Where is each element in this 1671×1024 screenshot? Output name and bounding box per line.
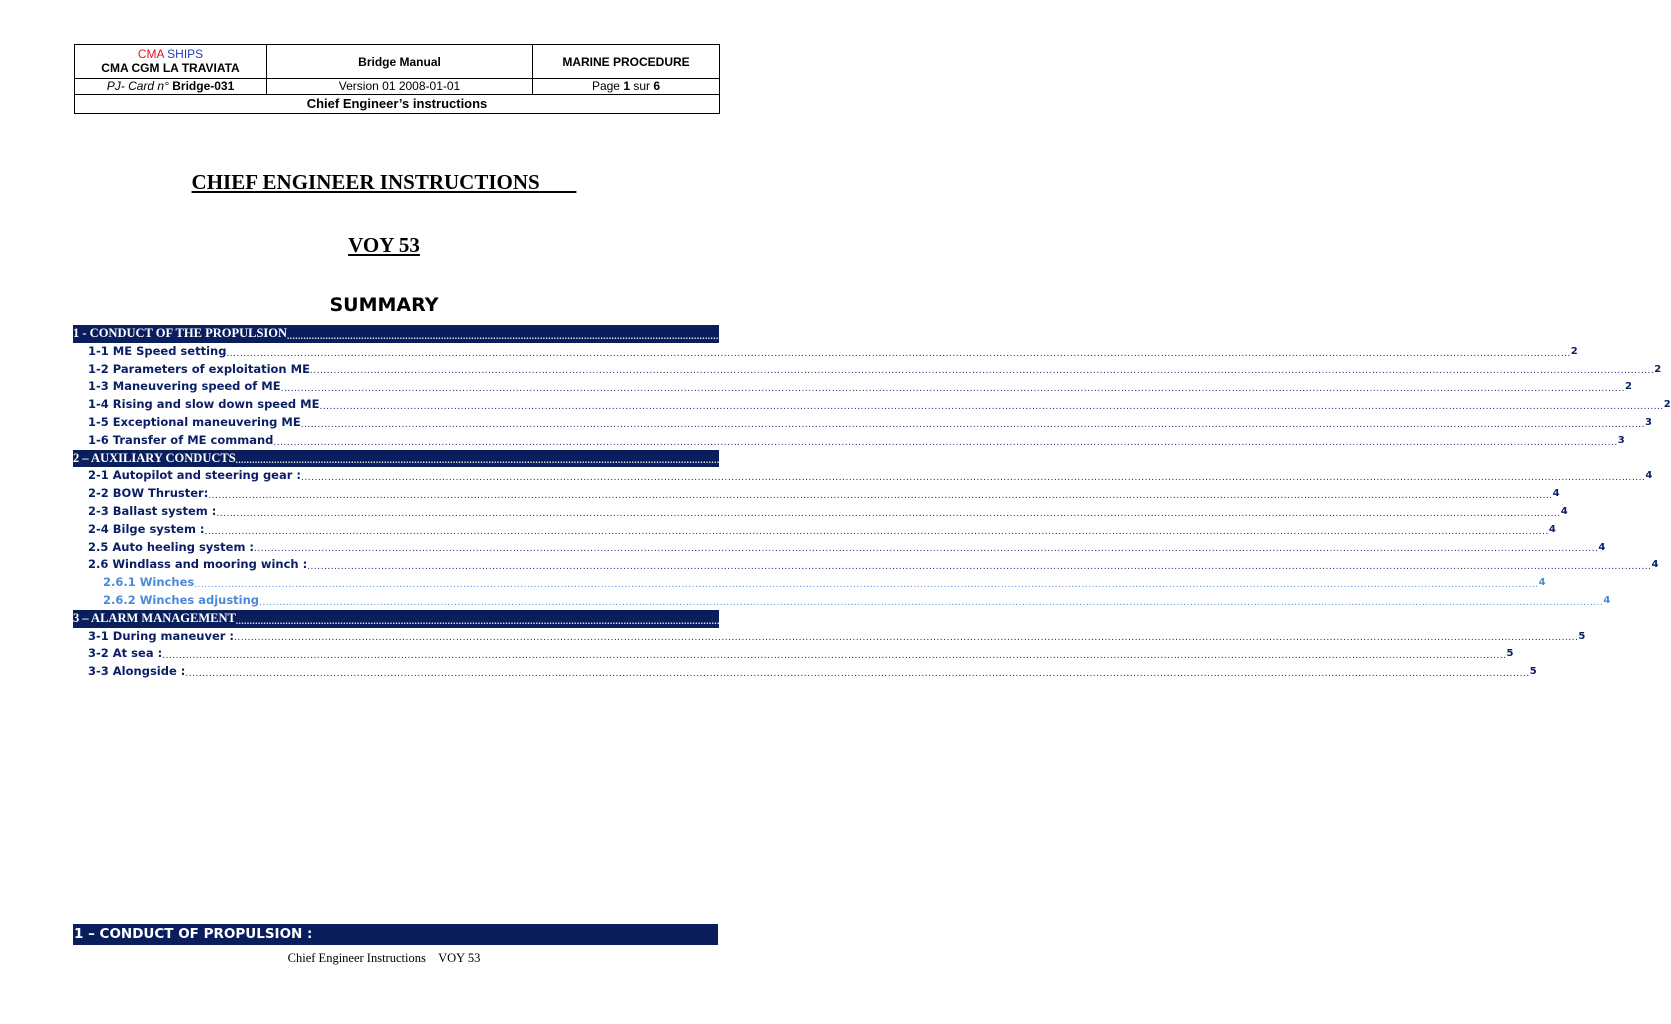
toc-entry-link[interactable] — [73, 467, 1653, 485]
toc-entry-page: 5 — [1506, 648, 1514, 660]
document-header-table — [74, 44, 720, 114]
toc-entry-label: 2-1 Autopilot and steering gear : — [88, 468, 302, 483]
toc-entry-page: 5 — [1578, 630, 1586, 642]
toc-entry-page: 4 — [1598, 541, 1606, 553]
toc-entry-page: 4 — [1538, 577, 1546, 589]
toc-leader-dots: ................................................................................................................................................................................................................................................................................................................................................................................................................ — [194, 579, 1539, 590]
toc-entry-label: 3 – ALARM MANAGEMENT — [73, 610, 236, 625]
toc-leader-dots: ................................................................................................................................................................................................................................................................................................................................................................................................................ — [307, 562, 1652, 573]
voyage-title — [0, 233, 768, 258]
toc-leader-dots: ................................................................................................................................................................................................................................................................................................................................................................................................................ — [235, 455, 1336, 466]
toc-entry-page: 2 — [1654, 363, 1662, 375]
toc-entry-label: 1-4 Rising and slow down speed ME — [88, 397, 320, 412]
toc-entry-page: 5 — [1335, 610, 1343, 625]
toc-leader-dots: ................................................................................................................................................................................................................................................................................................................................................................................................................ — [204, 526, 1549, 537]
toc-leader-dots: ................................................................................................................................................................................................................................................................................................................................................................................................................ — [309, 366, 1655, 377]
toc-leader-dots: ................................................................................................................................................................................................................................................................................................................................................................................................................ — [259, 597, 1604, 608]
page-total: 6 — [653, 79, 661, 93]
toc-entry-label: 1-6 Transfer of ME command — [88, 432, 274, 447]
toc-entry-label: 2-2 BOW Thruster: — [88, 486, 209, 501]
toc-entry-page: 4 — [1560, 505, 1568, 517]
page-counter — [533, 79, 719, 94]
toc-leader-dots: ................................................................................................................................................................................................................................................................................................................................................................................................................ — [208, 490, 1553, 501]
toc-entry-link[interactable] — [73, 556, 1659, 574]
toc-entry-page: 2 — [1387, 326, 1394, 340]
toc-entry-link[interactable] — [73, 432, 1625, 450]
toc-entry-link[interactable] — [73, 521, 1556, 539]
section-heading: 1 – CONDUCT OF PROPULSION : — [74, 926, 313, 942]
page-label: Page — [591, 79, 620, 93]
toc-entry-link[interactable] — [73, 396, 1671, 414]
table-of-contents — [73, 325, 1671, 681]
toc-entry-link[interactable] — [73, 361, 1662, 379]
toc-entry-link[interactable] — [73, 378, 1632, 396]
ship-name: CMA CGM LA TRAVIATA — [101, 61, 240, 75]
toc-leader-dots: ................................................................................................................................................................................................................................................................................................................................................................................................................ — [226, 348, 1571, 359]
toc-entry-link[interactable] — [73, 628, 1586, 646]
toc-entry-label: 3-2 At sea : — [88, 646, 163, 661]
toc-entry-page: 2 — [1570, 345, 1578, 357]
toc-entry-label: 2-3 Ballast system : — [88, 503, 217, 518]
toc-entry-label: 2.6 Windlass and mooring winch : — [88, 557, 308, 572]
toc-entry-link[interactable] — [73, 503, 1568, 521]
card-prefix: PJ- Card n° — [106, 79, 169, 93]
toc-leader-dots: ................................................................................................................................................................................................................................................................................................................................................................................................................ — [254, 544, 1599, 555]
toc-entry-link[interactable] — [73, 574, 1546, 592]
brand-ships: SHIPS — [167, 47, 204, 61]
section-heading-bar — [73, 924, 718, 945]
toc-entry-page: 5 — [1529, 666, 1537, 678]
toc-entry-label: 2.5 Auto heeling system : — [88, 539, 255, 554]
toc-entry-page: 3 — [1645, 416, 1652, 428]
toc-leader-dots: ................................................................................................................................................................................................................................................................................................................................................................................................................ — [287, 330, 1388, 341]
toc-entry-link[interactable] — [73, 485, 1560, 503]
page-footer — [0, 951, 768, 966]
toc-entry-link[interactable] — [73, 539, 1606, 557]
toc-entry-page: 4 — [1335, 450, 1342, 465]
toc-section-link[interactable] — [73, 610, 1343, 628]
toc-entry-label: 2.6.2 Winches adjusting — [103, 592, 260, 607]
procedure-category: MARINE PROCEDURE — [562, 54, 690, 69]
company-cell — [75, 45, 267, 78]
toc-entry-page: 4 — [1651, 559, 1659, 571]
toc-entry-label: 1-2 Parameters of exploitation ME — [88, 361, 310, 376]
header-subtitle: Chief Engineer’s instructions — [306, 96, 488, 111]
toc-entry-page: 4 — [1552, 488, 1560, 500]
document-title-text: CHIEF ENGINEER INSTRUCTIONS — [191, 170, 540, 194]
toc-leader-dots: ................................................................................................................................................................................................................................................................................................................................................................................................................ — [235, 615, 1336, 626]
voyage-title-text: VOY 53 — [348, 233, 420, 257]
toc-entry-page: 2 — [1663, 399, 1671, 411]
toc-section-link[interactable] — [73, 450, 1342, 468]
toc-entry-label: 1 - CONDUCT OF THE PROPULSION — [73, 326, 288, 340]
card-number — [75, 79, 267, 94]
toc-leader-dots: ................................................................................................................................................................................................................................................................................................................................................................................................................ — [273, 437, 1618, 448]
toc-leader-dots: ................................................................................................................................................................................................................................................................................................................................................................................................................ — [234, 633, 1579, 644]
toc-entry-link[interactable] — [73, 414, 1652, 432]
page-separator: sur — [633, 79, 651, 93]
toc-entry-label: 1-1 ME Speed setting — [88, 343, 227, 358]
toc-entry-label: 2-4 Bilge system : — [88, 521, 205, 536]
toc-leader-dots: ................................................................................................................................................................................................................................................................................................................................................................................................................ — [280, 384, 1625, 395]
toc-entry-page: 4 — [1603, 594, 1611, 606]
summary-heading: SUMMARY — [329, 294, 439, 316]
toc-leader-dots: ................................................................................................................................................................................................................................................................................................................................................................................................................ — [216, 508, 1561, 519]
toc-entry-page: 4 — [1548, 523, 1556, 535]
manual-name: Bridge Manual — [267, 45, 533, 78]
toc-entry-link[interactable] — [73, 645, 1514, 663]
toc-entry-link[interactable] — [73, 663, 1537, 681]
toc-entry-link[interactable] — [73, 592, 1611, 610]
toc-section-link[interactable] — [73, 325, 1394, 343]
document-title — [0, 170, 768, 195]
toc-entry-label: 3-1 During maneuver : — [88, 628, 235, 643]
toc-leader-dots: ................................................................................................................................................................................................................................................................................................................................................................................................................ — [301, 473, 1646, 484]
toc-entry-page: 2 — [1624, 381, 1632, 393]
version-info: Version 01 2008-01-01 — [267, 79, 533, 94]
toc-leader-dots: ................................................................................................................................................................................................................................................................................................................................................................................................................ — [185, 668, 1530, 679]
toc-leader-dots: ................................................................................................................................................................................................................................................................................................................................................................................................................ — [319, 401, 1664, 412]
toc-entry-label: 3-3 Alongside : — [88, 664, 186, 679]
toc-leader-dots: ................................................................................................................................................................................................................................................................................................................................................................................................................ — [162, 651, 1507, 662]
toc-entry-label: 1-5 Exceptional maneuvering ME — [88, 414, 301, 429]
toc-entry-label: 1-3 Maneuvering speed of ME — [88, 379, 281, 394]
page-number: 1 — [623, 79, 630, 93]
toc-entry-page: 4 — [1645, 470, 1653, 482]
toc-entry-page: 3 — [1617, 434, 1625, 446]
toc-entry-label: 2.6.1 Winches — [103, 575, 195, 590]
footer-text: Chief Engineer Instructions VOY 53 — [287, 951, 481, 965]
toc-entry-link[interactable] — [73, 343, 1578, 361]
toc-leader-dots: ................................................................................................................................................................................................................................................................................................................................................................................................................ — [300, 419, 1646, 430]
toc-entry-label: 2 – AUXILIARY CONDUCTS — [73, 450, 236, 465]
card-id: Bridge-031 — [172, 79, 235, 93]
brand-cma: CMA — [137, 47, 164, 61]
